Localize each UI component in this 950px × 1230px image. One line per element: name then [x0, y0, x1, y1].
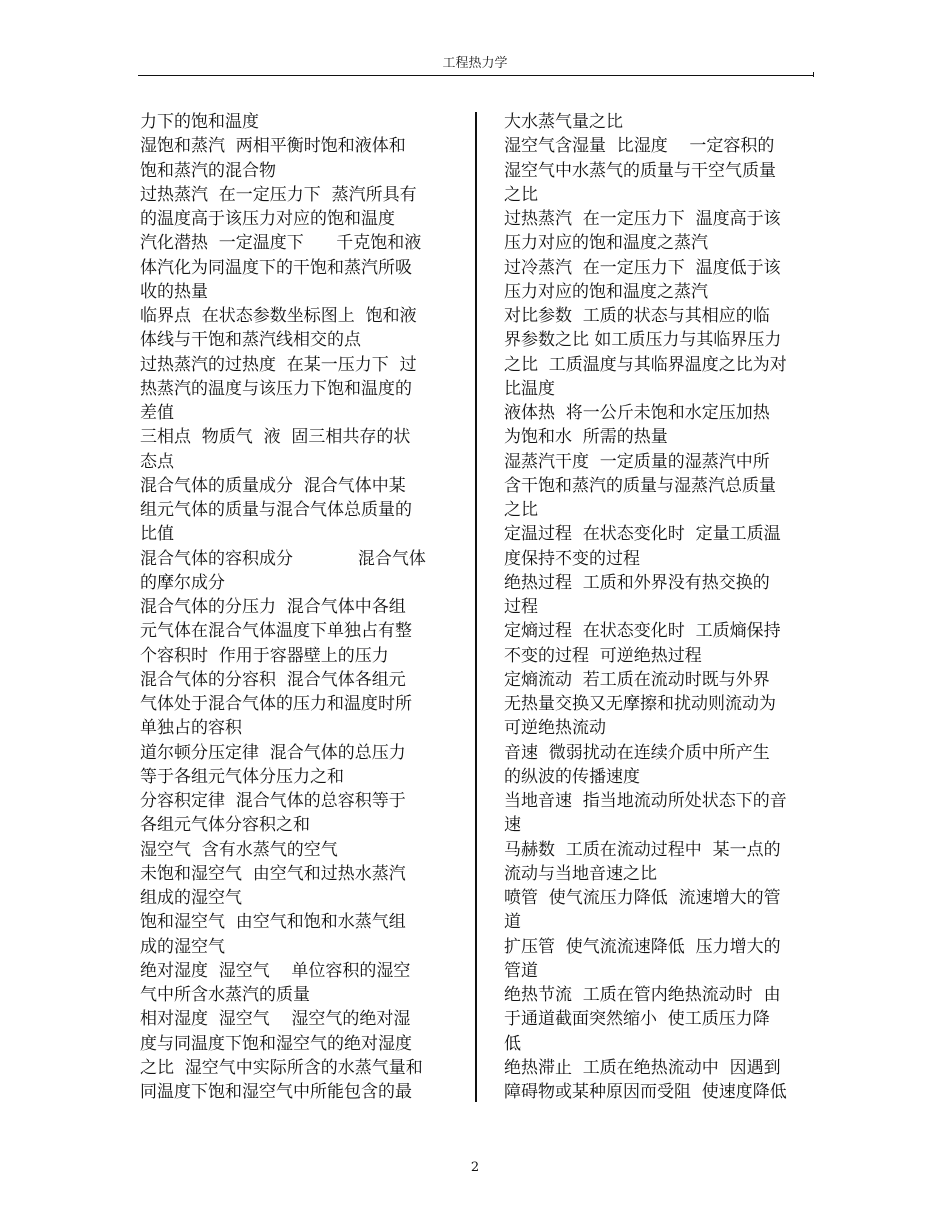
text-line: 态点: [140, 451, 174, 472]
text-line: 之比 湿空气中实际所含的水蒸气量和: [140, 1057, 423, 1078]
text-line: 音速 微弱扰动在连续介质中所产生: [504, 742, 770, 763]
text-line: 扩压管 使气流流速降低 压力增大的: [504, 936, 781, 957]
text-line: 混合气体的质量成分 混合气体中某: [140, 475, 406, 496]
text-line: 湿空气 含有水蒸气的空气: [140, 839, 338, 860]
text-line: 收的热量: [140, 281, 208, 302]
text-line: 绝热节流 工质在管内绝热流动时 由: [504, 985, 781, 1005]
text-line: 热蒸汽的温度与该压力下饱和温度的: [140, 378, 412, 399]
text-line: 湿蒸汽干度 一定质量的湿蒸汽中所: [504, 451, 770, 472]
text-line: 饱和湿空气 由空气和饱和水蒸气组: [140, 912, 406, 933]
text-line: 个容积时 作用于容器壁上的压力: [140, 645, 389, 666]
text-line: 为饱和水 所需的热量: [504, 427, 668, 448]
text-line: 元气体在混合气体温度下单独占有整: [140, 621, 412, 642]
text-line: 绝热过程 工质和外界没有热交换的: [504, 572, 770, 593]
text-line: 度与同温度下饱和湿空气的绝对湿度: [140, 1033, 412, 1054]
text-line: 绝对湿度 湿空气 单位容积的湿空: [140, 960, 411, 981]
text-line: 之比: [504, 500, 538, 520]
right-text-column: [504, 110, 830, 1104]
text-line: 各组元气体分容积之和: [140, 815, 310, 836]
text-line: 成的湿空气: [140, 936, 225, 957]
text-line: 道尔顿分压定律 混合气体的总压力: [140, 742, 406, 763]
text-line: 湿饱和蒸汽 两相平衡时饱和液体和: [140, 136, 406, 157]
text-line: 速: [504, 815, 521, 836]
text-line: 未饱和湿空气 由空气和过热水蒸汽: [140, 863, 406, 884]
text-line: 体线与干饱和蒸汽线相交的点: [140, 330, 361, 351]
column-divider: [475, 112, 477, 1102]
text-line: 力下的饱和温度: [140, 112, 259, 132]
page-number: 2: [470, 1160, 480, 1175]
text-line: 无热量交换又无摩擦和扰动则流动为: [504, 694, 776, 714]
text-line: 过热蒸汽的过热度 在某一压力下 过: [140, 354, 417, 375]
text-line: 单独占的容积: [140, 718, 242, 739]
text-line: 比温度: [504, 378, 555, 399]
text-line: 混合气体的分压力 混合气体中各组: [140, 597, 406, 617]
text-line: 过热蒸汽 在一定压力下 蒸汽所具有: [140, 184, 417, 205]
text-line: 临界点 在状态参数坐标图上 饱和液: [140, 306, 417, 326]
text-line: 组元气体的质量与混合气体总质量的: [140, 500, 412, 520]
text-line: 同温度下饱和湿空气中所能包含的最: [140, 1082, 412, 1102]
text-line: 于通道截面突然缩小 使工质压力降: [504, 1009, 770, 1030]
text-line: 组成的湿空气: [140, 888, 242, 908]
text-line: 之比 工质温度与其临界温度之比为对: [504, 354, 787, 375]
text-line: 低: [504, 1033, 521, 1054]
text-line: 气体处于混合气体的压力和温度时所: [140, 694, 412, 714]
text-line: 体汽化为同温度下的干饱和蒸汽所吸: [140, 257, 412, 278]
text-line: 液体热 将一公斤未饱和水定压加热: [504, 403, 770, 423]
text-line: 不变的过程 可逆绝热过程: [504, 645, 702, 666]
text-line: 道: [504, 912, 521, 933]
text-line: 混合气体的容积成分 混合气体: [140, 548, 426, 569]
text-line: 的温度高于该压力对应的饱和温度: [140, 209, 395, 229]
text-line: 定温过程 在状态变化时 定量工质温: [504, 524, 781, 545]
text-line: 绝热滞止 工质在绝热流动中 因遇到: [504, 1057, 781, 1078]
text-line: 比值: [140, 524, 174, 545]
text-line: 混合气体的分容积 混合气体各组元: [140, 669, 406, 690]
text-line: 的摩尔成分: [140, 572, 225, 593]
text-line: 过冷蒸汽 在一定压力下 温度低于该: [504, 257, 781, 278]
text-line: 分容积定律 混合气体的总容积等于: [140, 791, 406, 811]
running-header: 工程热力学: [442, 56, 508, 71]
text-line: 湿空气中水蒸气的质量与干空气质量: [504, 160, 776, 181]
left-text-column: [140, 110, 452, 1104]
text-line: 相对湿度 湿空气 湿空气的绝对湿: [140, 1009, 411, 1030]
text-line: 大水蒸气量之比: [504, 112, 623, 132]
text-line: 喷管 使气流压力降低 流速增大的管: [504, 888, 781, 908]
text-line: 含干饱和蒸汽的质量与湿蒸汽总质量: [504, 475, 776, 496]
header-rule: [138, 75, 814, 76]
text-line: 度保持不变的过程: [504, 548, 640, 569]
text-line: 定熵过程 在状态变化时 工质熵保持: [504, 621, 781, 642]
text-line: 界参数之比 如工质压力与其临界压力: [504, 330, 782, 351]
text-line: 马赫数 工质在流动过程中 某一点的: [504, 839, 781, 860]
text-line: 过程: [504, 597, 538, 617]
text-line: 的纵波的传播速度: [504, 766, 640, 787]
text-line: 三相点 物质气 液 固三相共存的状: [140, 427, 411, 448]
text-line: 障碍物或某种原因而受阻 使速度降低: [504, 1082, 787, 1102]
text-line: 对比参数 工质的状态与其相应的临: [504, 306, 770, 326]
text-line: 可逆绝热流动: [504, 718, 606, 739]
text-line: 湿空气含湿量 比湿度 一定容积的: [504, 136, 775, 157]
text-line: 定熵流动 若工质在流动时既与外界: [504, 669, 770, 690]
text-line: 管道: [504, 960, 538, 981]
text-line: 流动与当地音速之比: [504, 863, 657, 884]
header-rule-end-mark: [813, 72, 814, 77]
text-line: 等于各组元气体分压力之和: [140, 766, 344, 787]
text-line: 气中所含水蒸汽的质量: [140, 985, 310, 1005]
text-line: 汽化潜热 一定温度下 千克饱和液: [140, 233, 422, 254]
text-line: 压力对应的饱和温度之蒸汽: [504, 281, 708, 302]
text-line: 压力对应的饱和温度之蒸汽: [504, 233, 708, 254]
text-line: 当地音速 指当地流动所处状态下的音: [504, 791, 787, 811]
text-line: 差值: [140, 403, 174, 423]
text-line: 过热蒸汽 在一定压力下 温度高于该: [504, 209, 781, 229]
text-line: 之比: [504, 184, 538, 205]
text-line: 饱和蒸汽的混合物: [140, 160, 276, 181]
